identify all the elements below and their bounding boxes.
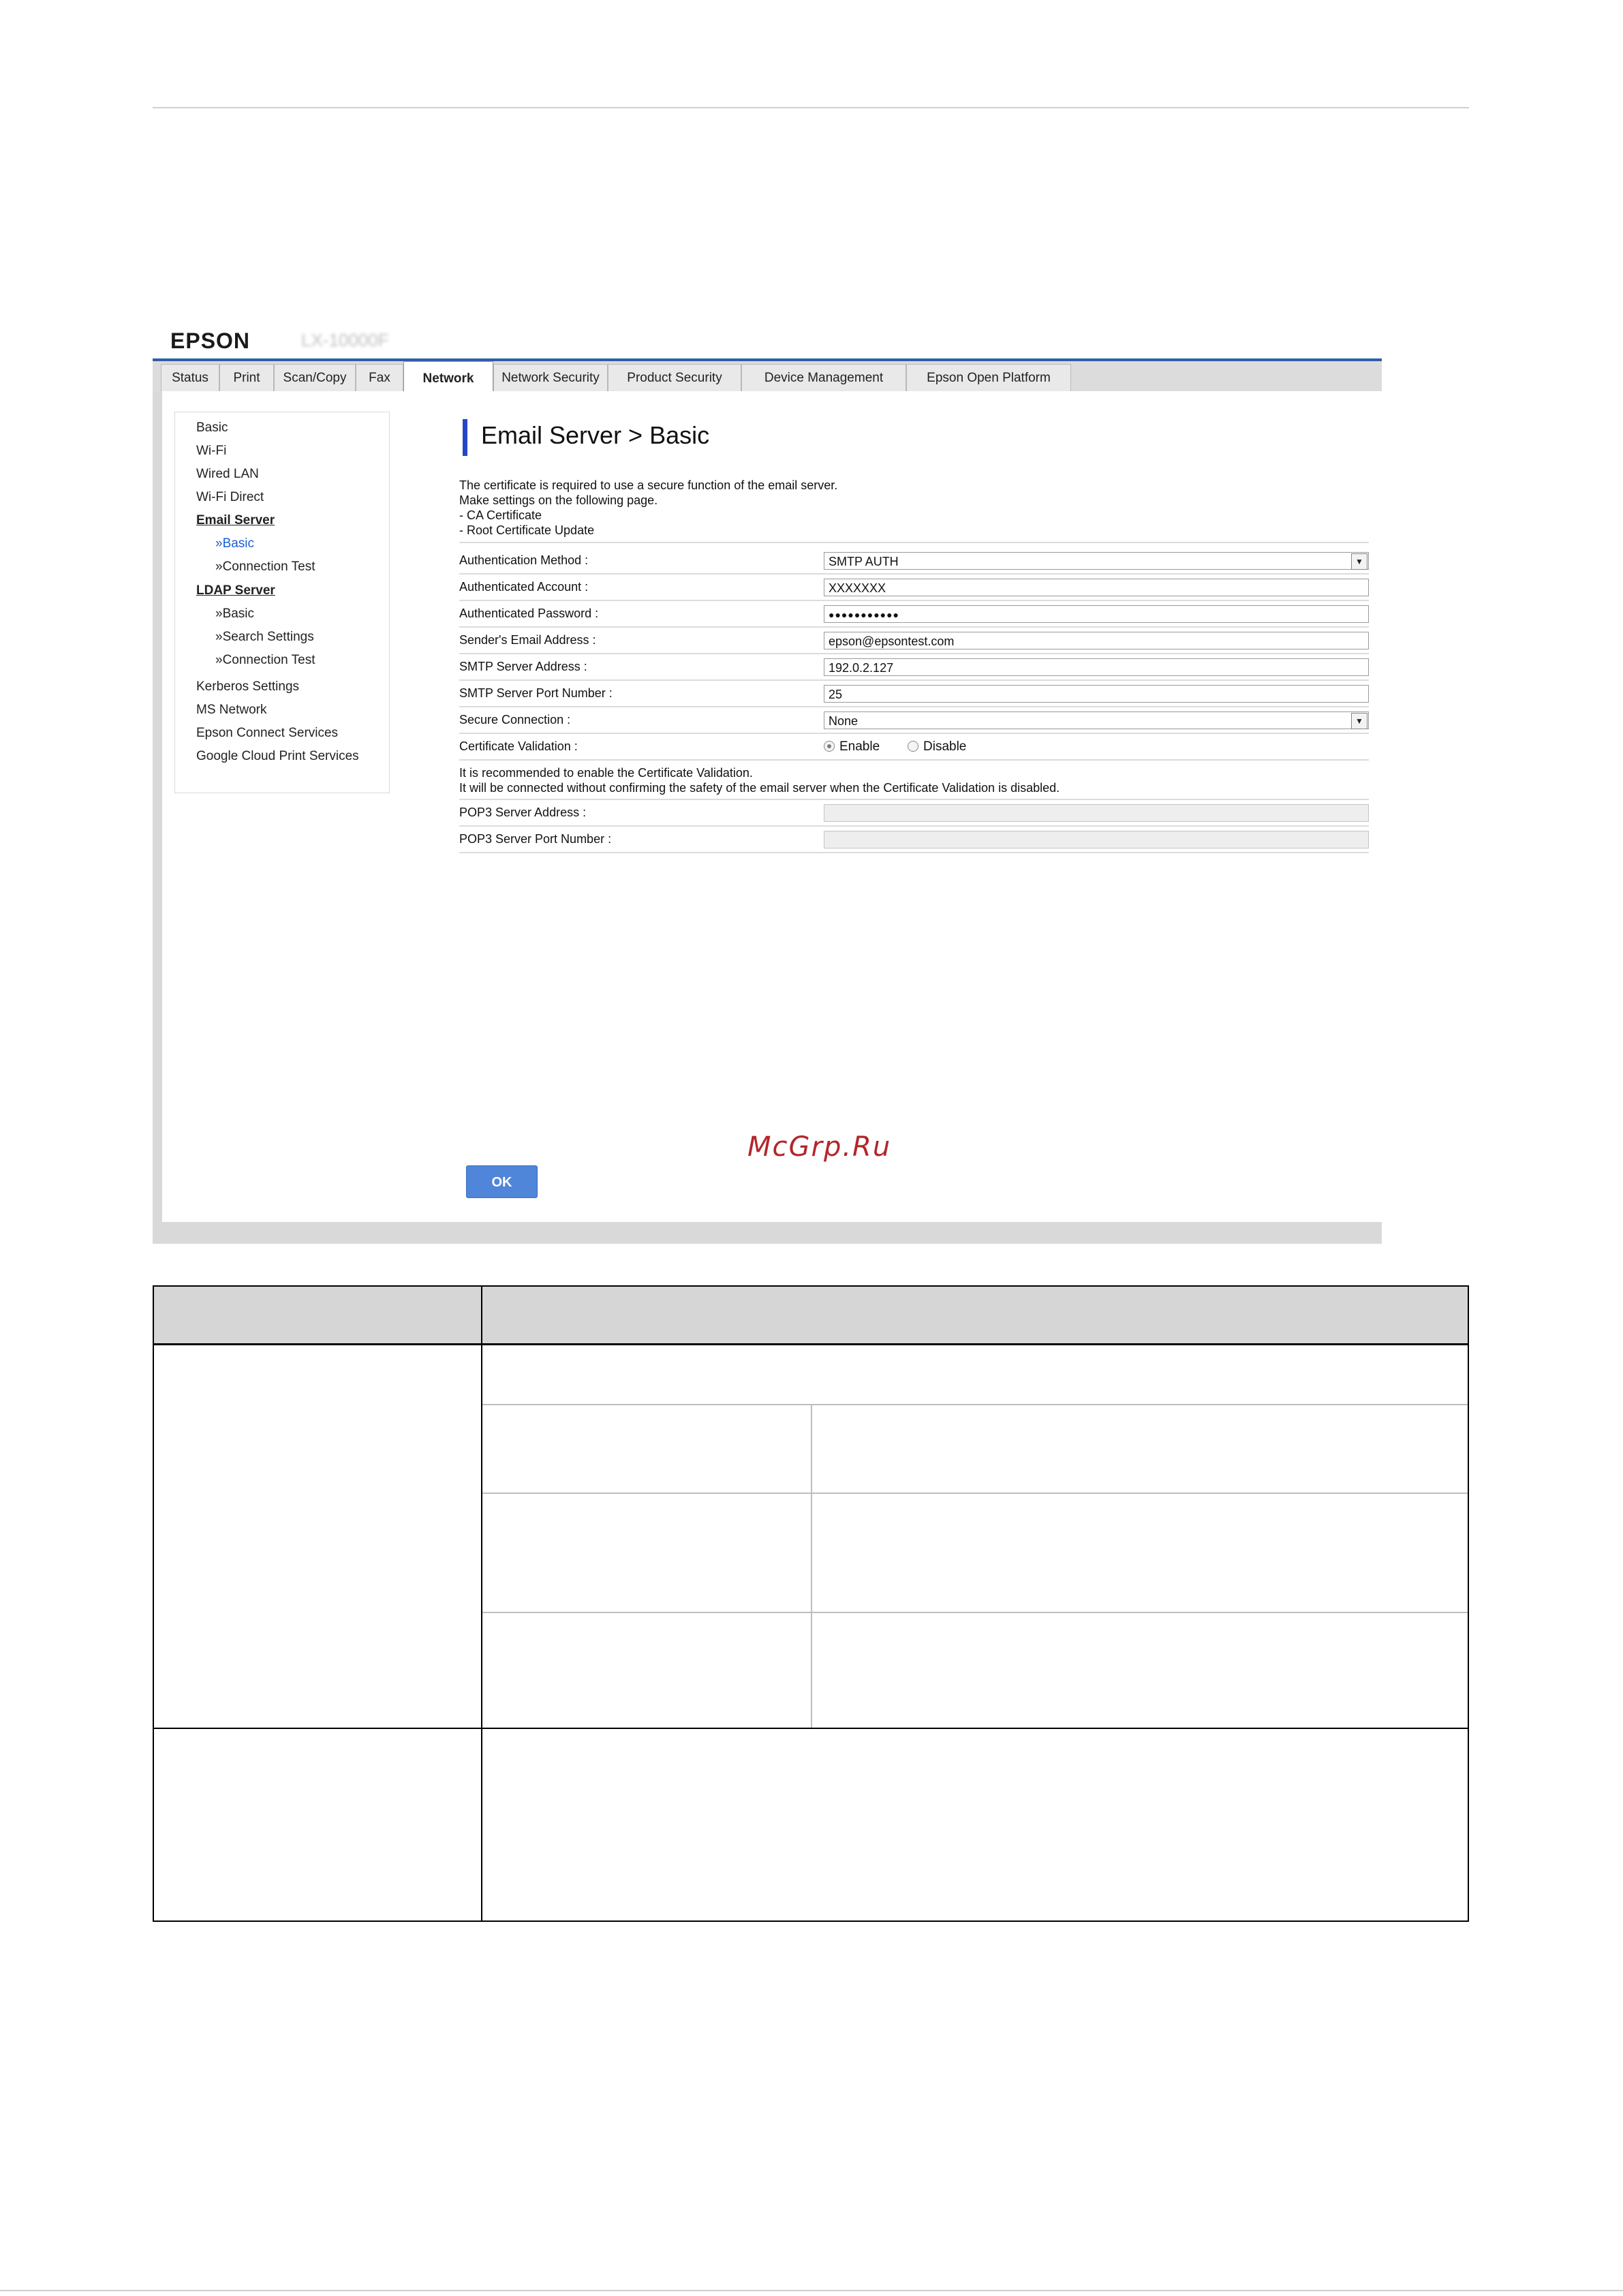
separator xyxy=(459,852,1369,853)
secure-connection-value: None xyxy=(829,714,859,728)
separator xyxy=(459,799,1369,800)
separator xyxy=(459,653,1369,654)
table-row-divider xyxy=(153,1728,1469,1729)
separator xyxy=(459,542,1369,543)
table-subrow-divider xyxy=(482,1612,1468,1613)
sender-email-label: Sender's Email Address : xyxy=(459,633,596,647)
sidebar xyxy=(174,412,390,793)
tab-product-security[interactable]: Product Security xyxy=(608,364,741,391)
table-subrow-divider xyxy=(482,1404,1468,1405)
cert-validation-label: Certificate Validation : xyxy=(459,739,578,753)
validation-note: It is recommended to enable the Certificate Validation. xyxy=(459,766,753,780)
epson-logo: EPSON xyxy=(170,328,251,353)
top-rule xyxy=(153,107,1469,108)
auth-account-label: Authenticated Account : xyxy=(459,580,589,594)
tab-bar xyxy=(153,358,1382,391)
separator xyxy=(459,733,1369,734)
auth-method-value: SMTP AUTH xyxy=(829,555,899,568)
tab-status[interactable]: Status xyxy=(161,364,219,391)
auth-method-label: Authentication Method : xyxy=(459,553,589,567)
sidebar-item-wired-lan[interactable]: Wired LAN xyxy=(196,467,259,481)
pop3-address-label: POP3 Server Address : xyxy=(459,806,587,819)
model-name: LX-10000F xyxy=(301,330,389,350)
tab-scan-copy[interactable]: Scan/Copy xyxy=(274,364,356,391)
web-config-screenshot xyxy=(153,313,1382,1244)
smtp-port-input[interactable]: 25 xyxy=(824,685,1369,703)
tab-network-security[interactable]: Network Security xyxy=(493,364,608,391)
auth-password-label: Authenticated Password : xyxy=(459,607,599,620)
auth-password-input[interactable]: ●●●●●●●●●●● xyxy=(824,605,1369,623)
ok-button[interactable]: OK xyxy=(466,1165,538,1198)
table-column-divider xyxy=(481,1285,482,1345)
sender-email-input[interactable]: epson@epsontest.com xyxy=(824,632,1369,649)
tab-print[interactable]: Print xyxy=(219,364,274,391)
secure-connection-select[interactable] xyxy=(824,711,1369,729)
tab-network[interactable]: Network xyxy=(403,361,493,394)
sidebar-item-ldap-basic[interactable]: »Basic xyxy=(215,607,255,621)
bottom-rule xyxy=(0,2290,1623,2291)
pop3-port-input[interactable] xyxy=(824,831,1369,848)
pop3-port-label: POP3 Server Port Number : xyxy=(459,832,612,846)
sidebar-item-ldap-connection-test[interactable]: »Connection Test xyxy=(215,653,315,667)
cert-note: The certificate is required to use a secure function of the email server. xyxy=(459,478,838,492)
smtp-address-label: SMTP Server Address : xyxy=(459,660,587,673)
page-title: Email Server > Basic xyxy=(481,421,710,449)
cert-validation-enable-label[interactable]: Enable xyxy=(839,739,880,754)
pop3-address-input[interactable] xyxy=(824,804,1369,822)
cert-link-root-update[interactable]: - Root Certificate Update xyxy=(459,523,595,537)
smtp-port-label: SMTP Server Port Number : xyxy=(459,686,613,700)
sidebar-item-ldap-search-settings[interactable]: »Search Settings xyxy=(215,630,314,644)
sidebar-item-wifi[interactable]: Wi-Fi xyxy=(196,444,227,458)
sidebar-item-basic[interactable]: Basic xyxy=(196,420,228,435)
auth-method-select[interactable] xyxy=(824,552,1369,570)
tab-fax[interactable]: Fax xyxy=(356,364,403,391)
separator xyxy=(459,759,1369,761)
separator xyxy=(459,825,1369,827)
sidebar-heading-email-server[interactable]: Email Server xyxy=(196,513,275,527)
table-column-divider xyxy=(481,1345,482,1922)
separator xyxy=(459,573,1369,575)
secure-connection-label: Secure Connection : xyxy=(459,713,571,726)
tab-epson-open-platform[interactable]: Epson Open Platform xyxy=(906,364,1071,391)
sidebar-item-email-basic[interactable]: »Basic xyxy=(215,536,255,551)
cert-validation-disable-label[interactable]: Disable xyxy=(923,739,967,754)
sidebar-item-email-connection-test[interactable]: »Connection Test xyxy=(215,560,315,574)
separator xyxy=(459,626,1369,628)
table-header xyxy=(153,1285,1469,1345)
sidebar-item-kerberos-settings[interactable]: Kerberos Settings xyxy=(196,679,300,694)
cert-validation-enable-radio[interactable] xyxy=(824,741,835,752)
validation-note: It will be connected without confirming the safety of the email server when the Certificate Validation is disabled. xyxy=(459,781,1060,795)
chevron-down-icon[interactable]: ▼ xyxy=(1351,553,1367,570)
auth-account-input[interactable]: XXXXXXX xyxy=(824,579,1369,596)
sidebar-item-wifi-direct[interactable]: Wi-Fi Direct xyxy=(196,490,264,504)
smtp-address-input[interactable]: 192.0.2.127 xyxy=(824,658,1369,676)
separator xyxy=(459,679,1369,681)
chevron-down-icon[interactable]: ▼ xyxy=(1351,713,1367,729)
sidebar-heading-ldap-server[interactable]: LDAP Server xyxy=(196,583,275,598)
cert-validation-disable-radio[interactable] xyxy=(908,741,918,752)
cert-link-ca-certificate[interactable]: - CA Certificate xyxy=(459,508,542,522)
separator xyxy=(459,706,1369,707)
tab-device-management[interactable]: Device Management xyxy=(741,364,906,391)
table-subrow-divider xyxy=(482,1493,1468,1494)
title-accent-bar xyxy=(463,419,467,456)
separator xyxy=(459,600,1369,601)
table-subcolumn-divider xyxy=(811,1404,812,1728)
sidebar-item-google-cloud-print[interactable]: Google Cloud Print Services xyxy=(196,749,359,763)
sidebar-item-epson-connect[interactable]: Epson Connect Services xyxy=(196,726,339,740)
watermark: McGrp.Ru xyxy=(747,1131,892,1163)
sidebar-item-ms-network[interactable]: MS Network xyxy=(196,703,267,717)
cert-note: Make settings on the following page. xyxy=(459,493,658,507)
